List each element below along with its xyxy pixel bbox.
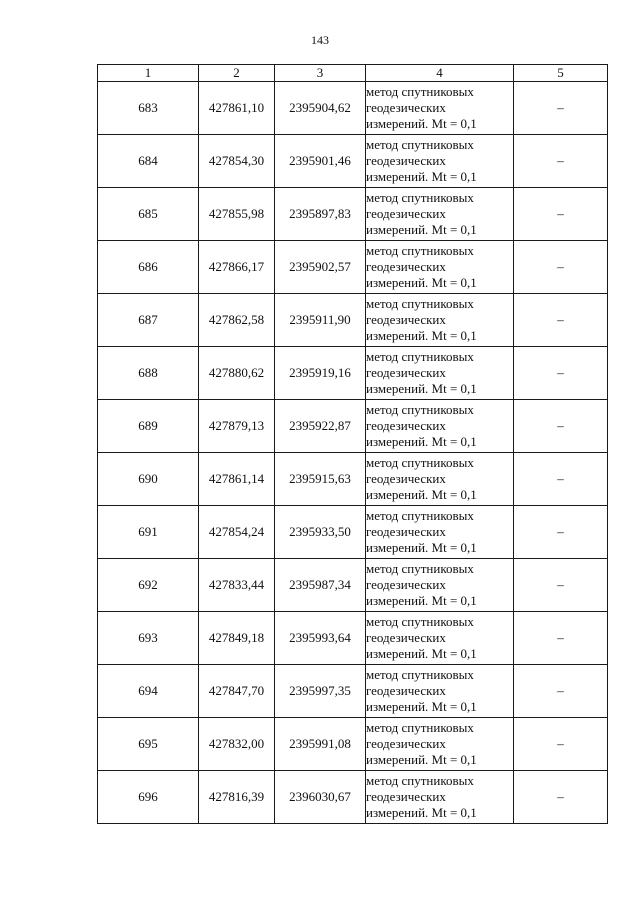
table-row [98,771,608,824]
page-number: 143 [311,33,329,47]
x-coordinate-cell: 427849,18 [199,612,275,665]
y-coordinate-cell: 2395993,64 [275,612,366,665]
header-cell: 3 [275,65,366,82]
method-line: измерений. Mt = 0,1 [366,805,477,820]
method-cell [366,771,514,824]
table-row [98,241,608,294]
y-coordinate-cell: 2395915,63 [275,453,366,506]
method-line: метод спутниковых [366,614,474,629]
method-line: измерений. Mt = 0,1 [366,434,477,449]
x-coordinate-cell: 427855,98 [199,188,275,241]
table-row [98,294,608,347]
note-cell: – [514,453,608,506]
x-coordinate-cell: 427854,30 [199,135,275,188]
method-line: геодезических [366,206,446,221]
method-line: измерений. Mt = 0,1 [366,116,477,131]
method-line: геодезических [366,736,446,751]
method-line: метод спутниковых [366,137,474,152]
point-number-cell: 695 [98,718,199,771]
method-cell [366,400,514,453]
table-row [98,347,608,400]
point-number-cell: 683 [98,82,199,135]
method-cell [366,506,514,559]
method-line: измерений. Mt = 0,1 [366,222,477,237]
method-line: геодезических [366,471,446,486]
y-coordinate-cell: 2395997,35 [275,665,366,718]
note-cell: – [514,771,608,824]
y-coordinate-cell: 2395991,08 [275,718,366,771]
method-line: геодезических [366,153,446,168]
method-line: метод спутниковых [366,720,474,735]
note-cell: – [514,188,608,241]
y-coordinate-cell: 2395919,16 [275,347,366,400]
point-number-cell: 692 [98,559,199,612]
method-line: геодезических [366,577,446,592]
table-header-row [98,65,608,82]
note-cell: – [514,241,608,294]
note-cell: – [514,612,608,665]
note-cell: – [514,718,608,771]
method-line: измерений. Mt = 0,1 [366,487,477,502]
table-row [98,506,608,559]
table-row [98,559,608,612]
method-cell [366,135,514,188]
point-number-cell: 694 [98,665,199,718]
header-cell: 5 [514,65,608,82]
method-cell [366,188,514,241]
x-coordinate-cell: 427847,70 [199,665,275,718]
table-row [98,612,608,665]
x-coordinate-cell: 427861,14 [199,453,275,506]
method-line: метод спутниковых [366,349,474,364]
y-coordinate-cell: 2396030,67 [275,771,366,824]
table-row [98,188,608,241]
point-number-cell: 685 [98,188,199,241]
method-line: геодезических [366,312,446,327]
method-cell [366,665,514,718]
table-row [98,135,608,188]
point-number-cell: 684 [98,135,199,188]
method-cell [366,559,514,612]
table-row [98,453,608,506]
y-coordinate-cell: 2395897,83 [275,188,366,241]
point-number-cell: 696 [98,771,199,824]
method-line: измерений. Mt = 0,1 [366,328,477,343]
method-line: измерений. Mt = 0,1 [366,540,477,555]
note-cell: – [514,400,608,453]
note-cell: – [514,294,608,347]
point-number-cell: 686 [98,241,199,294]
header-cell: 1 [98,65,199,82]
method-cell [366,241,514,294]
note-cell: – [514,82,608,135]
point-number-cell: 687 [98,294,199,347]
method-line: метод спутниковых [366,190,474,205]
y-coordinate-cell: 2395933,50 [275,506,366,559]
method-line: геодезических [366,365,446,380]
point-number-cell: 689 [98,400,199,453]
x-coordinate-cell: 427866,17 [199,241,275,294]
method-line: метод спутниковых [366,508,474,523]
table-row [98,400,608,453]
method-cell [366,718,514,771]
method-line: геодезических [366,259,446,274]
x-coordinate-cell: 427862,58 [199,294,275,347]
method-cell [366,82,514,135]
method-line: метод спутниковых [366,243,474,258]
x-coordinate-cell: 427816,39 [199,771,275,824]
method-line: метод спутниковых [366,402,474,417]
method-line: геодезических [366,100,446,115]
method-cell [366,612,514,665]
header-cell: 2 [199,65,275,82]
x-coordinate-cell: 427861,10 [199,82,275,135]
x-coordinate-cell: 427879,13 [199,400,275,453]
method-line: метод спутниковых [366,561,474,576]
method-line: метод спутниковых [366,455,474,470]
y-coordinate-cell: 2395904,62 [275,82,366,135]
method-cell [366,347,514,400]
method-line: геодезических [366,789,446,804]
y-coordinate-cell: 2395987,34 [275,559,366,612]
x-coordinate-cell: 427880,62 [199,347,275,400]
method-line: измерений. Mt = 0,1 [366,275,477,290]
header-cell: 4 [366,65,514,82]
method-line: геодезических [366,418,446,433]
method-line: измерений. Mt = 0,1 [366,593,477,608]
note-cell: – [514,347,608,400]
note-cell: – [514,665,608,718]
x-coordinate-cell: 427832,00 [199,718,275,771]
method-line: метод спутниковых [366,84,474,99]
method-line: геодезических [366,630,446,645]
method-cell [366,294,514,347]
note-cell: – [514,559,608,612]
table-row [98,665,608,718]
y-coordinate-cell: 2395902,57 [275,241,366,294]
x-coordinate-cell: 427854,24 [199,506,275,559]
table-row [98,82,608,135]
method-line: измерений. Mt = 0,1 [366,169,477,184]
coordinates-table [97,64,608,824]
method-line: метод спутниковых [366,667,474,682]
point-number-cell: 688 [98,347,199,400]
y-coordinate-cell: 2395922,87 [275,400,366,453]
method-line: измерений. Mt = 0,1 [366,646,477,661]
method-cell [366,453,514,506]
point-number-cell: 690 [98,453,199,506]
method-line: метод спутниковых [366,296,474,311]
method-line: измерений. Mt = 0,1 [366,381,477,396]
x-coordinate-cell: 427833,44 [199,559,275,612]
method-line: измерений. Mt = 0,1 [366,699,477,714]
note-cell: – [514,506,608,559]
method-line: геодезических [366,524,446,539]
point-number-cell: 693 [98,612,199,665]
y-coordinate-cell: 2395911,90 [275,294,366,347]
y-coordinate-cell: 2395901,46 [275,135,366,188]
table-row [98,718,608,771]
note-cell: – [514,135,608,188]
point-number-cell: 691 [98,506,199,559]
method-line: метод спутниковых [366,773,474,788]
method-line: измерений. Mt = 0,1 [366,752,477,767]
method-line: геодезических [366,683,446,698]
